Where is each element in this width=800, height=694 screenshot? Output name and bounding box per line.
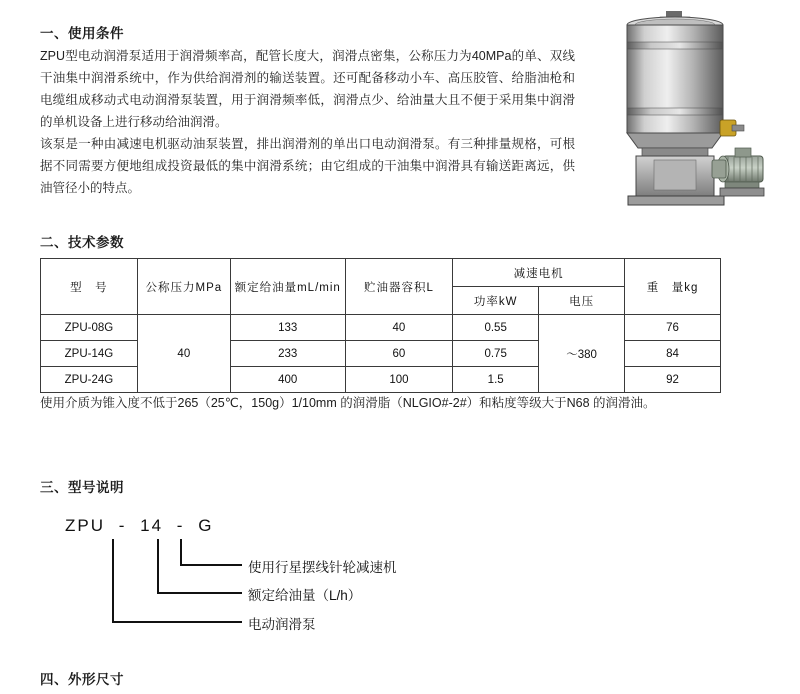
cell-weight: 84 (625, 341, 721, 367)
leader-line-pump-horizontal (112, 621, 242, 623)
model-code-dash-1: - (118, 516, 127, 535)
usage-paragraph-1: ZPU型电动润滑泵适用于润滑频率高，配管长度大，润滑点密集，公称压力为40MPa的单、双线干油集中润滑系统中，作为供给润滑剂的输送装置。还可配备移动小车、高压胶管、给脂油枪和电缆组成移动式电动润滑泵装置，用于润滑频率低，润滑点少、给油量大且不便于采用集中润滑的单机设备上进行移动给油润滑。 (40, 49, 575, 129)
cell-model: ZPU-14G (41, 341, 138, 367)
medium-requirement-note: 使用介质为锥入度不低于265（25℃，150g）1/10mm 的润滑脂（NLGIO#-2#）和粘度等级大于N68 的润滑油。 (40, 396, 656, 410)
section-heading-dimensions: 四、外形尺寸 (40, 672, 124, 687)
cell-tank: 100 (345, 367, 453, 393)
th-motor-power: 功率kW (453, 287, 539, 315)
cell-power: 0.55 (453, 315, 539, 341)
th-flow: 额定给油量mL/min (230, 259, 345, 315)
model-code-suffix: G (198, 516, 214, 535)
table-row (41, 315, 721, 341)
model-code-prefix: ZPU (65, 516, 105, 535)
product-photo (592, 8, 772, 213)
technical-parameters-table-wrap (40, 258, 721, 393)
leader-line-gear-vertical (180, 539, 182, 565)
th-weight: 重 量kg (625, 259, 721, 315)
th-tank: 贮油器容积L (345, 259, 453, 315)
section-heading-technical-parameters: 二、技术参数 (40, 235, 124, 250)
cell-tank: 40 (345, 315, 453, 341)
cell-power: 0.75 (453, 341, 539, 367)
leader-line-gear-horizontal (180, 564, 242, 566)
technical-parameters-table (40, 258, 721, 393)
cell-flow: 400 (230, 367, 345, 393)
model-code-diagram (40, 505, 510, 650)
cell-tank: 60 (345, 341, 453, 367)
cell-flow: 233 (230, 341, 345, 367)
cell-weight: 76 (625, 315, 721, 341)
cell-flow: 133 (230, 315, 345, 341)
th-motor-voltage: 电压 (539, 287, 625, 315)
model-label-rated-flow: 额定给油量（L/h） (248, 588, 362, 603)
section-heading-model-explanation: 三、型号说明 (40, 480, 124, 495)
lubrication-pump-illustration (592, 8, 772, 213)
model-code-dash-2: - (176, 516, 185, 535)
leader-line-flow-vertical (157, 539, 159, 593)
model-label-gear-reducer: 使用行星摆线针轮减速机 (248, 560, 397, 575)
th-motor-group: 减速电机 (453, 259, 625, 287)
leader-line-pump-vertical (112, 539, 114, 622)
cell-model: ZPU-08G (41, 315, 138, 341)
model-label-electric-pump: 电动润滑泵 (248, 617, 316, 632)
cell-weight: 92 (625, 367, 721, 393)
th-pressure: 公称压力MPa (137, 259, 230, 315)
cell-pressure: 40 (137, 315, 230, 393)
section-heading-usage-conditions: 一、使用条件 (40, 26, 124, 41)
cell-voltage: ～380 (539, 315, 625, 393)
usage-conditions-text (40, 45, 575, 199)
leader-line-flow-horizontal (157, 592, 242, 594)
usage-paragraph-2: 该泵是一种由减速电机驱动油泵装置，排出润滑剂的单出口电动润滑泵。有三种排量规格，可根据不同需要方便地组成投资最低的集中润滑系统；由它组成的干油集中润滑具有输送距离远，供油管径小的特点。 (40, 137, 575, 195)
cell-model: ZPU-24G (41, 367, 138, 393)
model-code-middle: 14 (140, 516, 164, 535)
th-model: 型 号 (41, 259, 138, 315)
model-code-text (65, 516, 213, 536)
cell-power: 1.5 (453, 367, 539, 393)
